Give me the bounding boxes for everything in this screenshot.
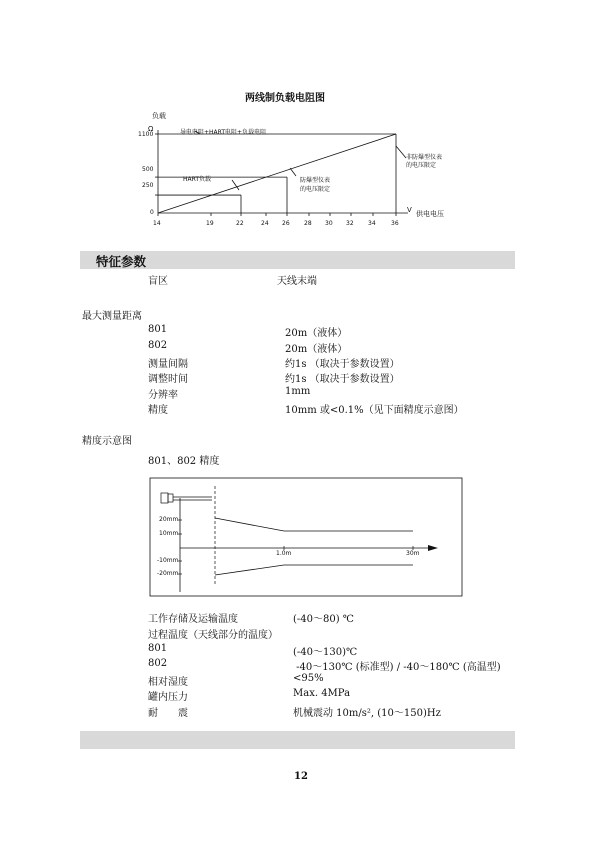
range-label-4: 分辨率	[148, 390, 178, 401]
max-range-heading: 最大测量距离	[82, 311, 142, 322]
nonexplosion-label-2: 的电压限定	[406, 162, 437, 169]
page-number: 12	[294, 771, 308, 782]
range-label-1: 802	[148, 340, 168, 351]
explosion-label-2: 的电压限定	[300, 186, 331, 193]
hart-label: HART负载	[183, 176, 212, 183]
accuracy-heading: 精度示意图	[82, 436, 132, 447]
xtick-label: 34	[368, 220, 376, 227]
range-value-3: 约1s （取决于参数设置）	[285, 374, 400, 385]
antenna-icon	[161, 493, 212, 503]
cond-label-0: 工作存储及运输温度	[148, 614, 238, 625]
cond-value-3: -40～130℃ (标准型) / -40～180℃ (高温型)	[293, 662, 501, 673]
load-chart-yunit: Ω	[148, 125, 154, 133]
xtick-label: 19	[206, 220, 214, 227]
ytick-500: 500	[142, 166, 154, 173]
range-value-0: 20m（液体）	[285, 328, 348, 339]
section-title: 特征参数	[96, 254, 147, 269]
footer-bar	[80, 731, 515, 749]
xunit: V	[407, 206, 412, 214]
cond-label-5: 罐内压力	[148, 692, 188, 703]
ytick-1100: 1100	[138, 131, 154, 138]
range-value-4: 1mm	[285, 386, 311, 397]
cond-value-6: 机械震动 10m/s², (10～150)Hz	[293, 708, 441, 719]
cond-value-5: Max. 4MPa	[293, 688, 351, 699]
load-chart-ylabel: 负载	[152, 112, 166, 120]
range-value-5: 10mm 或<0.1%（见下面精度示意图）	[285, 405, 464, 416]
blind-zone-label: 盲区	[148, 276, 168, 287]
explosion-label-1: 防爆型仪表	[300, 177, 331, 184]
xtick-label: 22	[236, 220, 244, 227]
xtick-label: 26	[282, 220, 290, 227]
xtick-label: 30	[325, 220, 333, 227]
cond-value-2: (-40～130)℃	[293, 647, 358, 658]
acc-ytick-m10: -10mm	[157, 557, 179, 564]
acc-ytick-10: 10mm	[159, 530, 179, 537]
accuracy-subheading: 801、802 精度	[148, 456, 220, 467]
xtick-label: 32	[346, 220, 354, 227]
cond-label-1: 过程温度（天线部分的温度）	[148, 630, 278, 641]
cond-label-6: 耐 震	[148, 708, 188, 719]
cond-value-0: (-40～80) ℃	[293, 614, 354, 625]
cond-label-4: 相对湿度	[148, 677, 188, 688]
cond-label-3: 802	[148, 658, 168, 669]
xtick-label: 36	[391, 220, 399, 227]
xlabel: 供电电压	[416, 210, 444, 218]
acc-xtick-1m: 1.0m	[276, 550, 292, 557]
range-value-1: 20m（液体）	[285, 344, 348, 355]
ytick-0: 0	[150, 209, 154, 216]
xtick-label: 28	[304, 220, 312, 227]
range-label-5: 精度	[148, 405, 168, 416]
nonexplosion-label-1: 非防爆型仪表	[406, 154, 443, 161]
ytick-250: 250	[142, 182, 154, 189]
cond-label-2: 801	[148, 643, 168, 654]
range-label-0: 801	[148, 324, 168, 335]
range-label-3: 调整时间	[148, 374, 188, 385]
acc-ytick-20: 20mm	[159, 516, 179, 523]
load-chart-title: 两线制负载电阻图	[245, 93, 325, 104]
acc-ytick-m20: -20mm	[157, 570, 179, 577]
blind-zone-value: 天线末端	[277, 276, 317, 287]
xtick-label: 24	[261, 220, 269, 227]
xtick-label: 14	[153, 220, 161, 227]
top-annotation: 导电电阻+HART电阻+负载电阻	[180, 129, 267, 136]
acc-xtick-30m: 30m	[406, 550, 420, 557]
range-label-2: 测量间隔	[148, 359, 188, 370]
cond-value-4: <95%	[293, 673, 324, 684]
range-value-2: 约1s （取决于参数设置）	[285, 359, 400, 370]
